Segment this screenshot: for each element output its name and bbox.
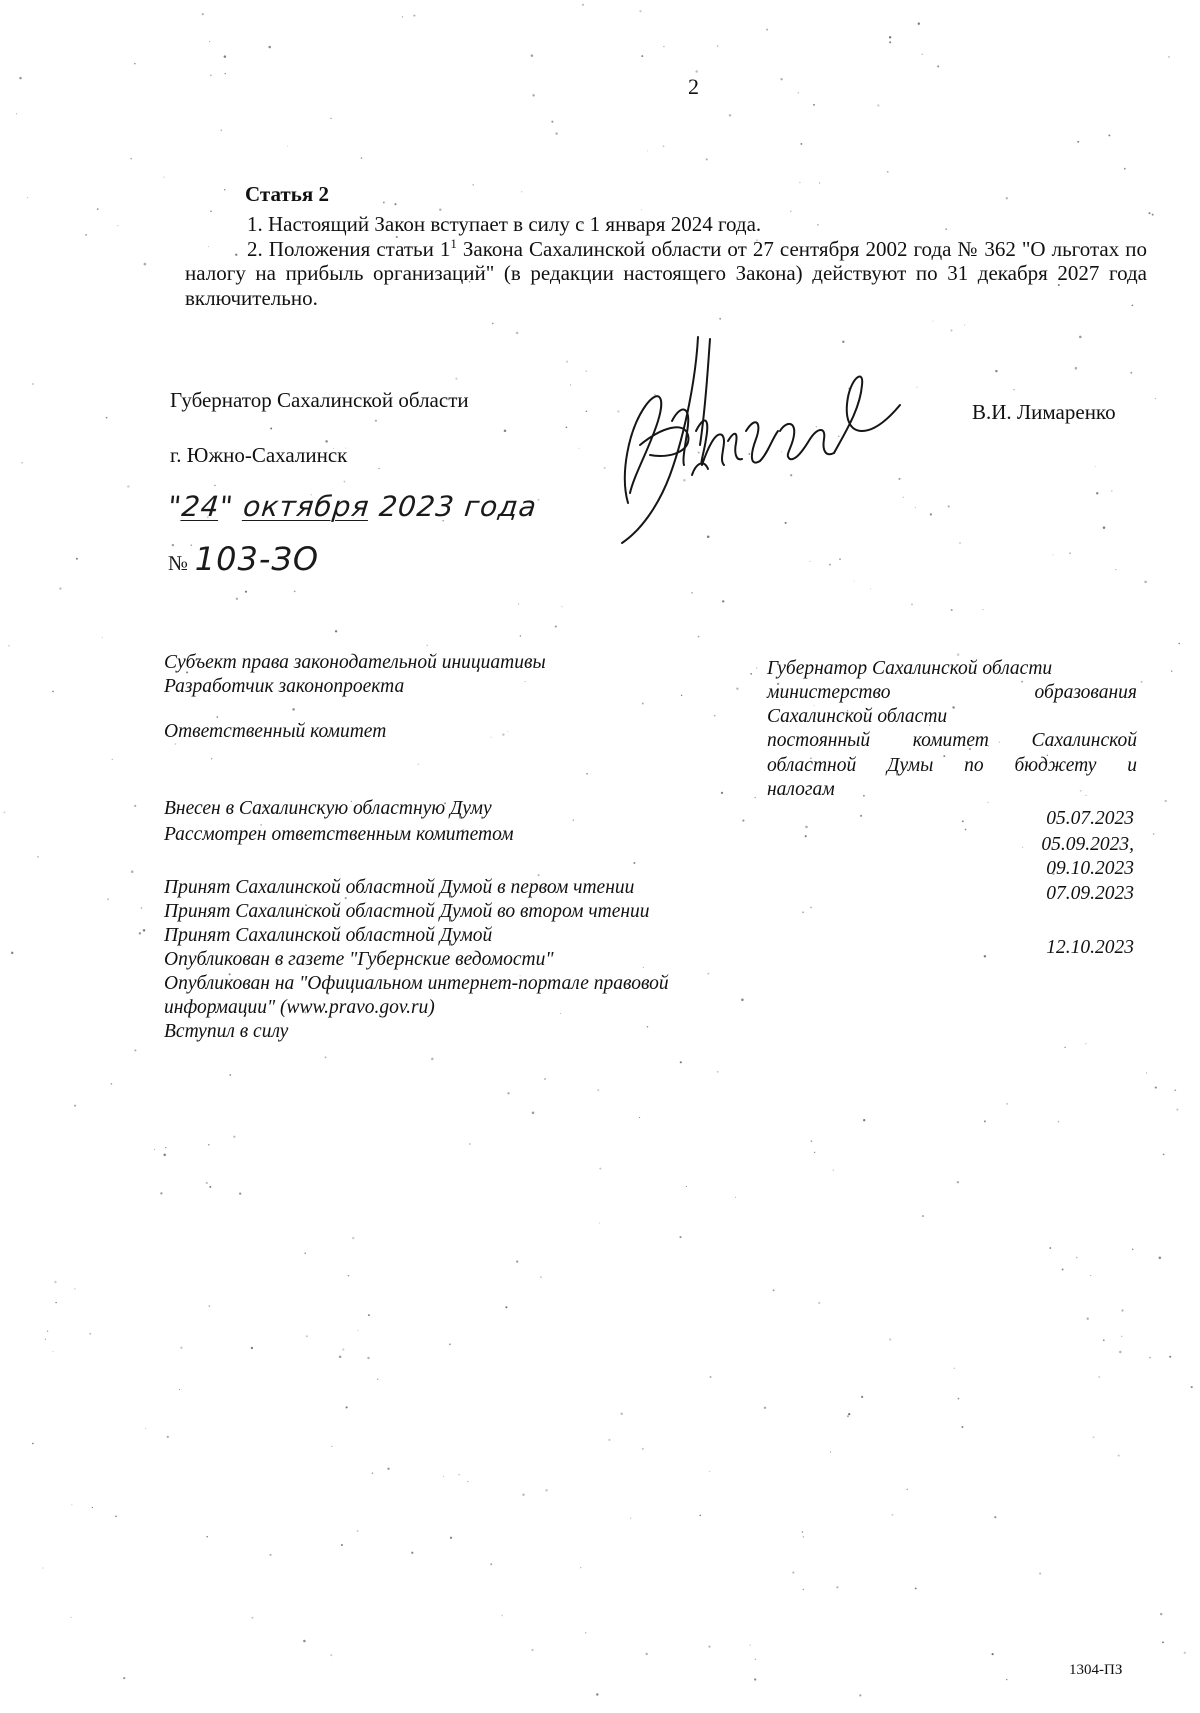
committee-value-line-2: областной Думы по бюджету и <box>767 755 1137 776</box>
footer-code: 1304-ПЗ <box>1069 1662 1123 1678</box>
date-year: 2023 года <box>377 490 539 523</box>
article-point-2-rest: Закона Сахалинской области от 27 сентября 2002 года № 362 "О льготах по налогу на прибыль организаций" (в редакции настоящего Закона) действуют по 31 декабря 2027 года включительно. <box>185 236 1147 310</box>
submitted-date: 05.07.2023 <box>1046 808 1134 829</box>
governor-title: Губернатор Сахалинской области <box>170 388 469 412</box>
adopted-label: Принят Сахалинской областной Думой <box>164 925 493 946</box>
subject-label: Субъект права законодательной инициативы <box>164 652 546 673</box>
in-force-label: Вступил в силу <box>164 1021 289 1042</box>
date-open-quote: " <box>166 490 184 523</box>
submitted-label: Внесен в Сахалинскую областную Думу <box>164 798 492 819</box>
page-number: 2 <box>688 74 699 99</box>
developer-label: Разработчик законопроекта <box>164 676 405 697</box>
article-point-1: 1. Настоящий Закон вступает в силу с 1 января 2024 года. <box>247 212 762 236</box>
law-number-value: 103-ЗО <box>194 540 320 578</box>
committee-label: Ответственный комитет <box>164 721 387 742</box>
governor-name: В.И. Лимаренко <box>972 400 1116 424</box>
reviewed-date-2: 09.10.2023 <box>1046 858 1134 879</box>
governor-signature <box>600 335 930 555</box>
date-day: 24 <box>180 490 222 523</box>
law-number-prefix: № <box>168 551 189 575</box>
article-point-2 <box>185 237 1147 311</box>
published-newspaper-label: Опубликован в газете "Губернские ведомости" <box>164 949 554 970</box>
date-close-quote: " <box>217 490 236 523</box>
first-reading-date: 07.09.2023 <box>1046 883 1134 904</box>
article-body <box>185 212 1147 310</box>
date-month: октября <box>241 490 372 523</box>
signing-date <box>166 490 538 523</box>
published-portal-label-line-1: Опубликован на "Официальном интернет-портале правовой <box>164 973 669 994</box>
reviewed-label: Рассмотрен ответственным комитетом <box>164 824 514 845</box>
committee-value-line-3: налогам <box>767 779 835 800</box>
second-reading-label: Принят Сахалинской областной Думой во втором чтении <box>164 901 650 922</box>
article-title: Статья 2 <box>245 182 329 206</box>
article-point-2-start: 2. Положения статьи 1 <box>247 236 451 261</box>
first-reading-label: Принят Сахалинской областной Думой в первом чтении <box>164 877 635 898</box>
subject-value: Губернатор Сахалинской области <box>767 658 1053 679</box>
law-number <box>168 540 319 578</box>
published-portal-label-line-2: информации" (www.pravo.gov.ru) <box>164 997 435 1018</box>
reviewed-date-1: 05.09.2023, <box>1041 834 1134 855</box>
city-name: г. Южно-Сахалинск <box>170 443 348 467</box>
developer-value-line-2: Сахалинской области <box>767 706 948 727</box>
developer-value-line-1: министерство образования <box>767 682 1137 703</box>
article-point-2-superscript: 1 <box>450 235 457 251</box>
adopted-date: 12.10.2023 <box>1046 937 1134 958</box>
committee-value-line-1: постоянный комитет Сахалинской <box>767 730 1137 751</box>
